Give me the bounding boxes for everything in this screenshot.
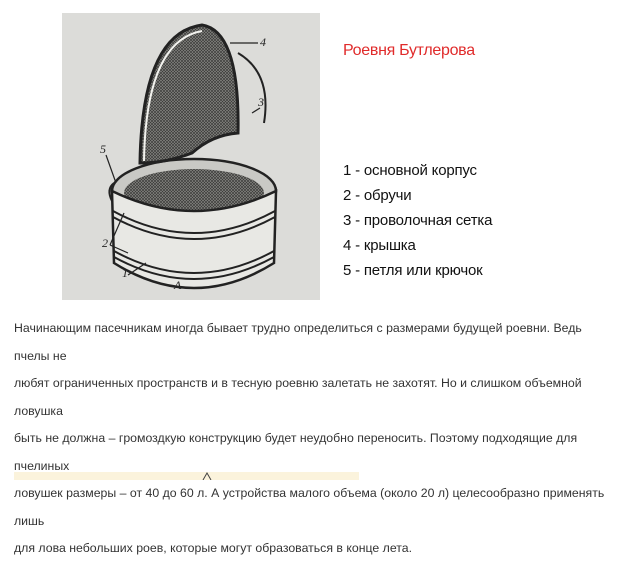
- swarm-trap-drawing: [62, 13, 320, 300]
- legend-item: 4 - крышка: [343, 237, 416, 254]
- paragraph-line: для лова небольших роев, которые могут образоваться в конце лета.: [14, 541, 413, 555]
- callout-5: 5: [100, 142, 106, 156]
- figure-legend: [343, 158, 492, 283]
- callout-4: 4: [260, 35, 266, 49]
- figure-title: Роевня Бутлерова: [343, 42, 475, 59]
- legend-item: 1 - основной корпус: [343, 162, 477, 179]
- paragraph-line: Начинающим пасечникам иногда бывает трудно определиться с размерами будущей роевни. Ведь пчелы не: [14, 321, 582, 363]
- callout-3: 3: [258, 95, 264, 109]
- lid: [140, 25, 238, 163]
- callout-1: 1: [122, 266, 128, 280]
- legend-item: 5 - петля или крючок: [343, 262, 483, 279]
- legend-item: 2 - обручи: [343, 187, 412, 204]
- next-image-tip: [202, 472, 212, 480]
- paragraph-line: любят ограниченных пространств и в тесную роевню залетать не захотят. Но и слишком объемной ловушка: [14, 376, 582, 418]
- paragraph-line: быть не должна – громоздкую конструкцию будет неудобно переносить. Поэтому подходящие для пчелиных: [14, 431, 578, 473]
- callout-2: 2: [102, 236, 108, 250]
- callout-a: A: [174, 278, 182, 292]
- article-paragraph: [14, 315, 614, 563]
- next-image-top-edge: [14, 472, 359, 480]
- paragraph-line: ловушек размеры – от 40 до 60 л. А устройства малого объема (около 20 л) целесообразно применять лишь: [14, 486, 605, 528]
- swarm-trap-illustration: [62, 13, 320, 300]
- legend-item: 3 - проволочная сетка: [343, 212, 493, 229]
